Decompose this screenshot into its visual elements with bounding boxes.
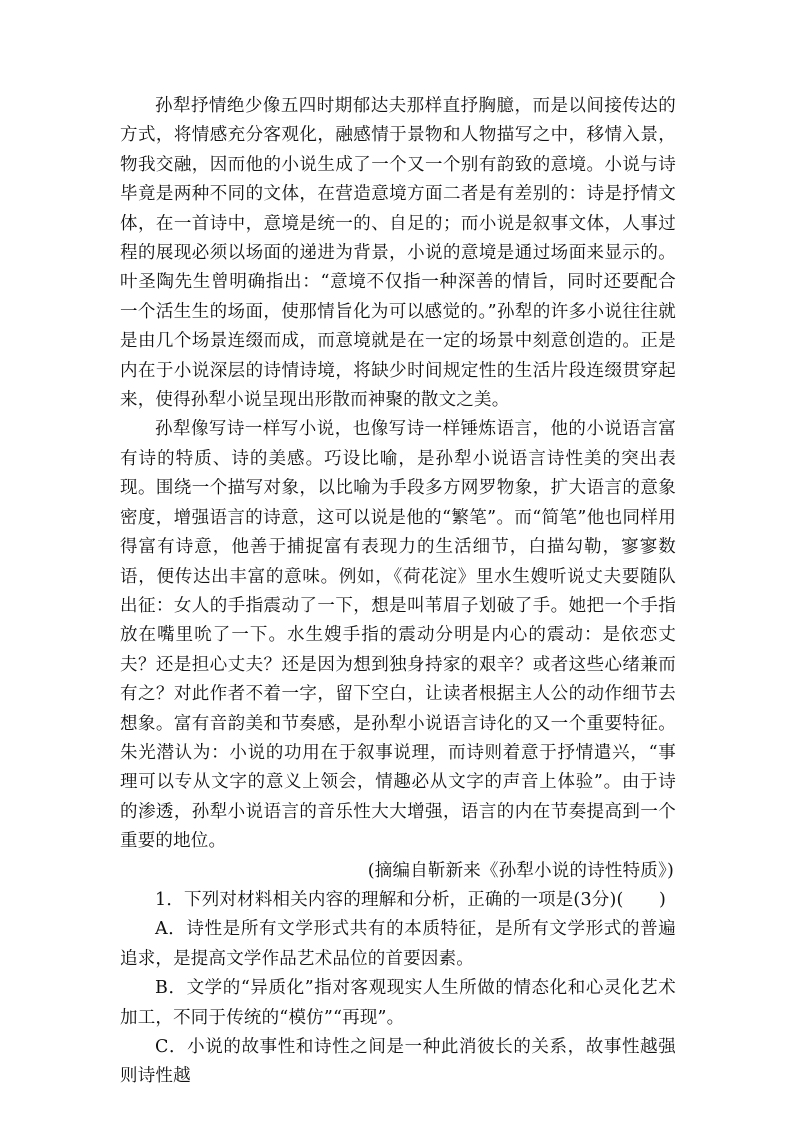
question-option-b: B．文学的“异质化”指对客观现实人生所做的情态化和心灵化艺术加工，不同于传统的“模仿”“再现”。	[120, 978, 676, 1028]
question-stem: 1．下列对材料相关内容的理解和分析，正确的一项是(3分)( )	[155, 889, 666, 910]
article-paragraph-1: 孙犁抒情绝少像五四时期郁达夫那样直抒胸臆，而是以间接传达的方式，将情感充分客观化，融感情于景物和人物描写之中，移情入景，物我交融，因而他的小说生成了一个又一个别有韵致的意境。小说与诗毕竟是两种不同的文体，在营造意境方面二者是有差别的：诗是抒情文体，在一首诗中，意境是统一的、自足的；而小说是叙事文体，人事过程的展现必须以场面的递进为背景，小说的意境是通过场面来显示的。叶圣陶先生曾明确指出：“意境不仅指一种深善的情旨，同时还要配合一个活生生的场面，使那情旨化为可以感觉的。”孙犁的许多小说往往就是由几个场景连缀而成，而意境就是在一定的场景中刻意创造的。正是内在于小说深层的诗情诗境，将缺少时间规定性的生活片段连缀贯穿起来，使得孙犁小说呈现出形散而神聚的散文之美。	[120, 96, 676, 411]
article-paragraph-2: 孙犁像写诗一样写小说，也像写诗一样锤炼语言，他的小说语言富有诗的特质、诗的美感。巧设比喻，是孙犁小说语言诗性美的突出表现。围绕一个描写对象，以比喻为手段多方网罗物象，扩大语言的意象密度，增强语言的诗意，这可以说是他的“繁笔”。而“简笔”他也同样用得富有诗意，他善于捕捉富有表现力的生活细节，白描勾勒，寥寥数语，便传达出丰富的意味。例如，《荷花淀》里水生嫂听说丈夫要随队出征：女人的手指震动了一下，想是叫苇眉子划破了手。她把一个手指放在嘴里吮了一下。水生嫂手指的震动分明是内心的震动：是依恋丈夫？还是担心丈夫？还是因为想到独身持家的艰辛？或者这些心绪兼而有之？对此作者不着一字，留下空白，让读者根据主人公的动作细节去想象。富有音韵美和节奏感，是孙犁小说语言诗化的又一个重要特征。朱光潜认为：小说的功用在于叙事说理，而诗则着意于抒情遣兴，“事理可以专从文字的意义上领会，情趣必从文字的声音上体验”。由于诗的渗透，孙犁小说语言的音乐性大大增强，语言的内在节奏提高到一个重要的地位。	[120, 419, 676, 852]
question-option-c: C．小说的故事性和诗性之间是一种此消彼长的关系，故事性越强则诗性越	[120, 1037, 676, 1087]
source-citation: (摘编自靳新来《孙犁小说的诗性特质》)	[367, 860, 674, 881]
document-page	[120, 92, 676, 1092]
question-option-a: A．诗性是所有文学形式共有的本质特征，是所有文学形式的普遍追求，是提高文学作品艺术品位的首要因素。	[120, 919, 676, 969]
